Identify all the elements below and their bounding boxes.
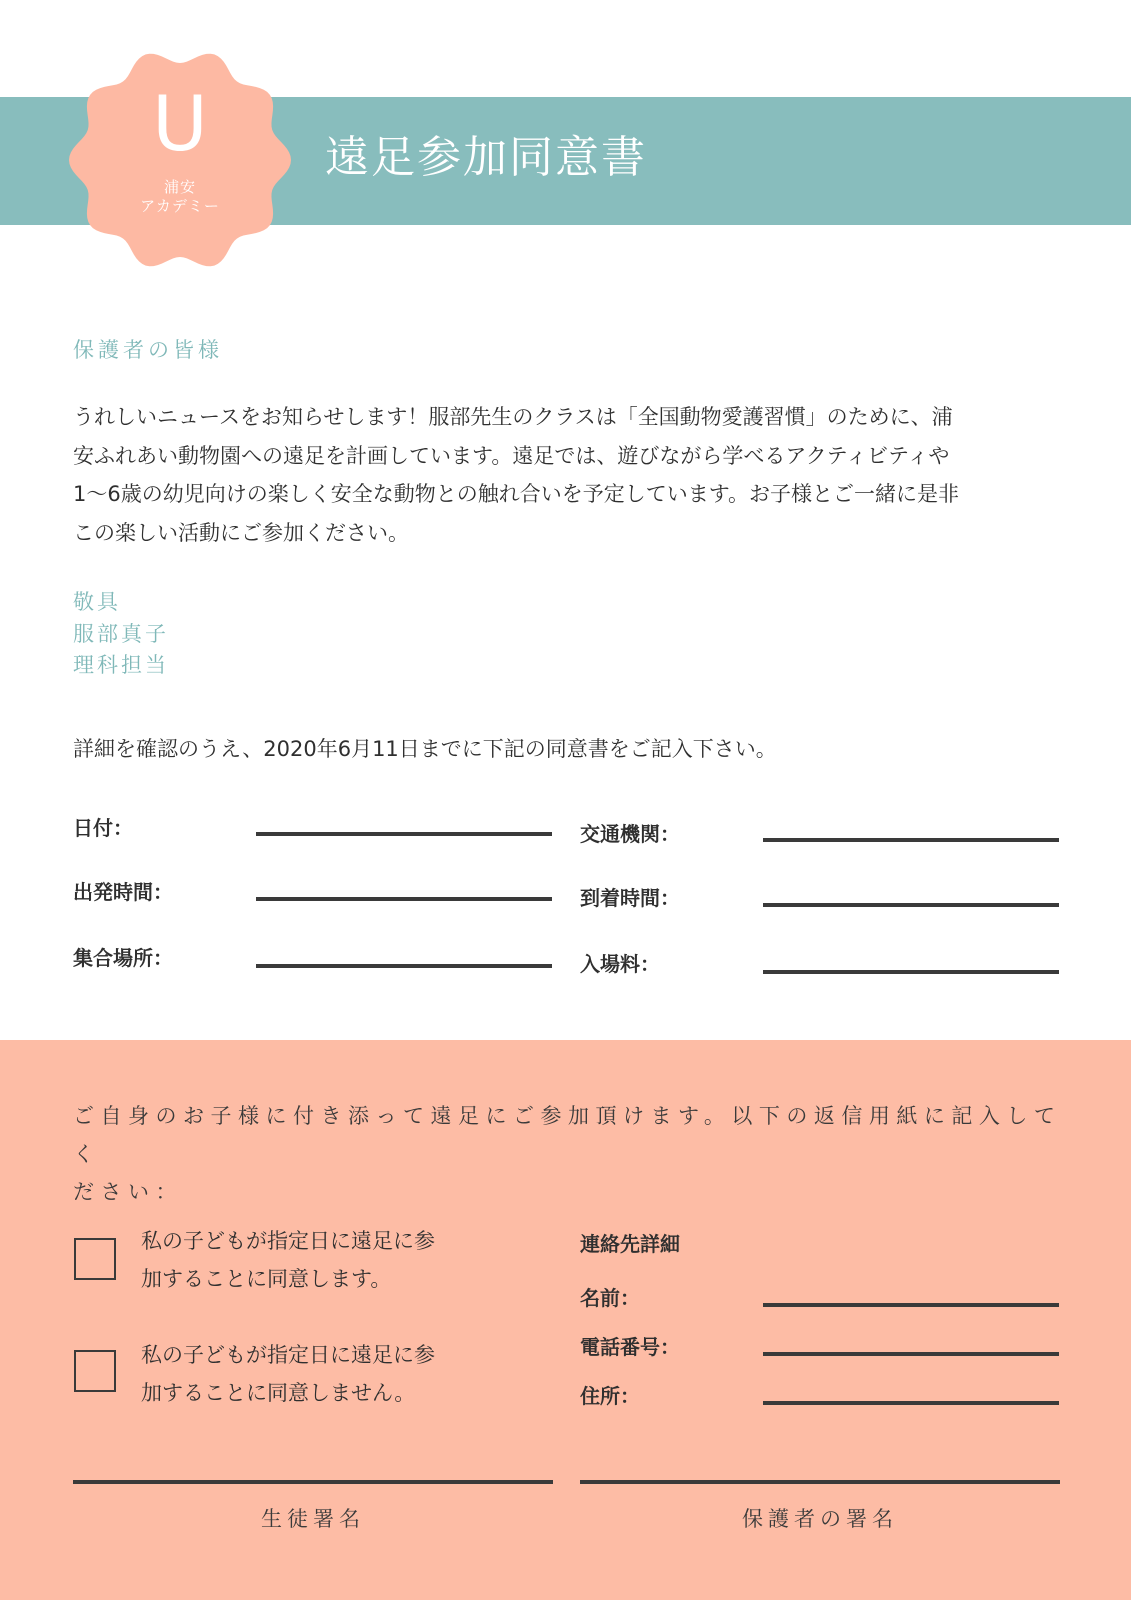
- arrival-time-label: 到着時間：: [580, 886, 680, 910]
- badge-school-name: [68, 178, 292, 216]
- arrival-time-field[interactable]: [763, 903, 1059, 907]
- body-line: 安ふれあい動物園への遠足を計画しています。遠足では、遊びながら学べるアクティビティや: [73, 443, 950, 468]
- disagree-text: [141, 1336, 471, 1412]
- address-field[interactable]: [763, 1401, 1059, 1405]
- guardian-signature-label: 保護者の署名: [742, 1507, 898, 1531]
- date-label: 日付：: [73, 816, 133, 840]
- disagree-checkbox[interactable]: [74, 1350, 116, 1392]
- closing-regards: 敬具: [73, 590, 121, 614]
- phone-field[interactable]: [763, 1352, 1059, 1356]
- admission-fee-field[interactable]: [763, 970, 1059, 974]
- student-signature-field[interactable]: [73, 1480, 553, 1484]
- reply-intro: [73, 1097, 1063, 1211]
- student-signature-label: 生徒署名: [261, 1507, 365, 1531]
- letter-body: [73, 398, 1063, 552]
- agree-text-line: 加することに同意します。: [141, 1267, 392, 1291]
- disagree-text-line: 加することに同意しません。: [141, 1381, 416, 1405]
- departure-time-field[interactable]: [256, 897, 552, 901]
- body-line: この楽しい活動にご参加ください。: [73, 520, 409, 545]
- meeting-place-field[interactable]: [256, 964, 552, 968]
- departure-time-label: 出発時間：: [73, 880, 173, 904]
- agree-checkbox[interactable]: [74, 1238, 116, 1280]
- name-label: 名前：: [580, 1286, 640, 1310]
- badge-letter: U: [152, 79, 208, 168]
- phone-label: 電話番号：: [580, 1335, 680, 1359]
- instruction-text: 詳細を確認のうえ、2020年6月11日までに下記の同意書をご記入下さい。: [73, 737, 777, 761]
- body-line: 1〜6歳の幼児向けの楽しく安全な動物との触れ合いを予定しています。お子様とご一緒に是非: [73, 482, 960, 506]
- address-label: 住所：: [580, 1384, 640, 1408]
- salutation: 保護者の皆様: [73, 338, 223, 362]
- body-line: うれしいニュースをお知らせします！服部先生のクラスは「全国動物愛護習慣」のために、浦: [73, 405, 953, 429]
- guardian-signature-field[interactable]: [580, 1480, 1060, 1484]
- transport-label: 交通機関：: [580, 822, 680, 846]
- closing-name: 服部真子: [73, 621, 169, 646]
- badge-name-line1: 浦安: [163, 178, 196, 196]
- contact-details-heading: 連絡先詳細: [580, 1232, 680, 1256]
- badge-name-line2: アカデミー: [140, 197, 220, 215]
- date-field[interactable]: [256, 832, 552, 836]
- letter-closing: [73, 587, 169, 682]
- closing-role: 理科担当: [73, 653, 169, 677]
- reply-intro-line: ださい：: [73, 1180, 183, 1204]
- agree-text-line: 私の子どもが指定日に遠足に参: [141, 1229, 435, 1253]
- page-title: 遠足参加同意書: [325, 132, 647, 183]
- reply-intro-line: ご自身のお子様に付き添って遠足にご参加頂けます。以下の返信用紙に記入してく: [73, 1104, 1062, 1166]
- disagree-text-line: 私の子どもが指定日に遠足に参: [141, 1343, 435, 1367]
- admission-fee-label: 入場料：: [580, 952, 660, 976]
- name-field[interactable]: [763, 1303, 1059, 1307]
- agree-text: [141, 1222, 471, 1298]
- meeting-place-label: 集合場所：: [73, 946, 173, 970]
- transport-field[interactable]: [763, 838, 1059, 842]
